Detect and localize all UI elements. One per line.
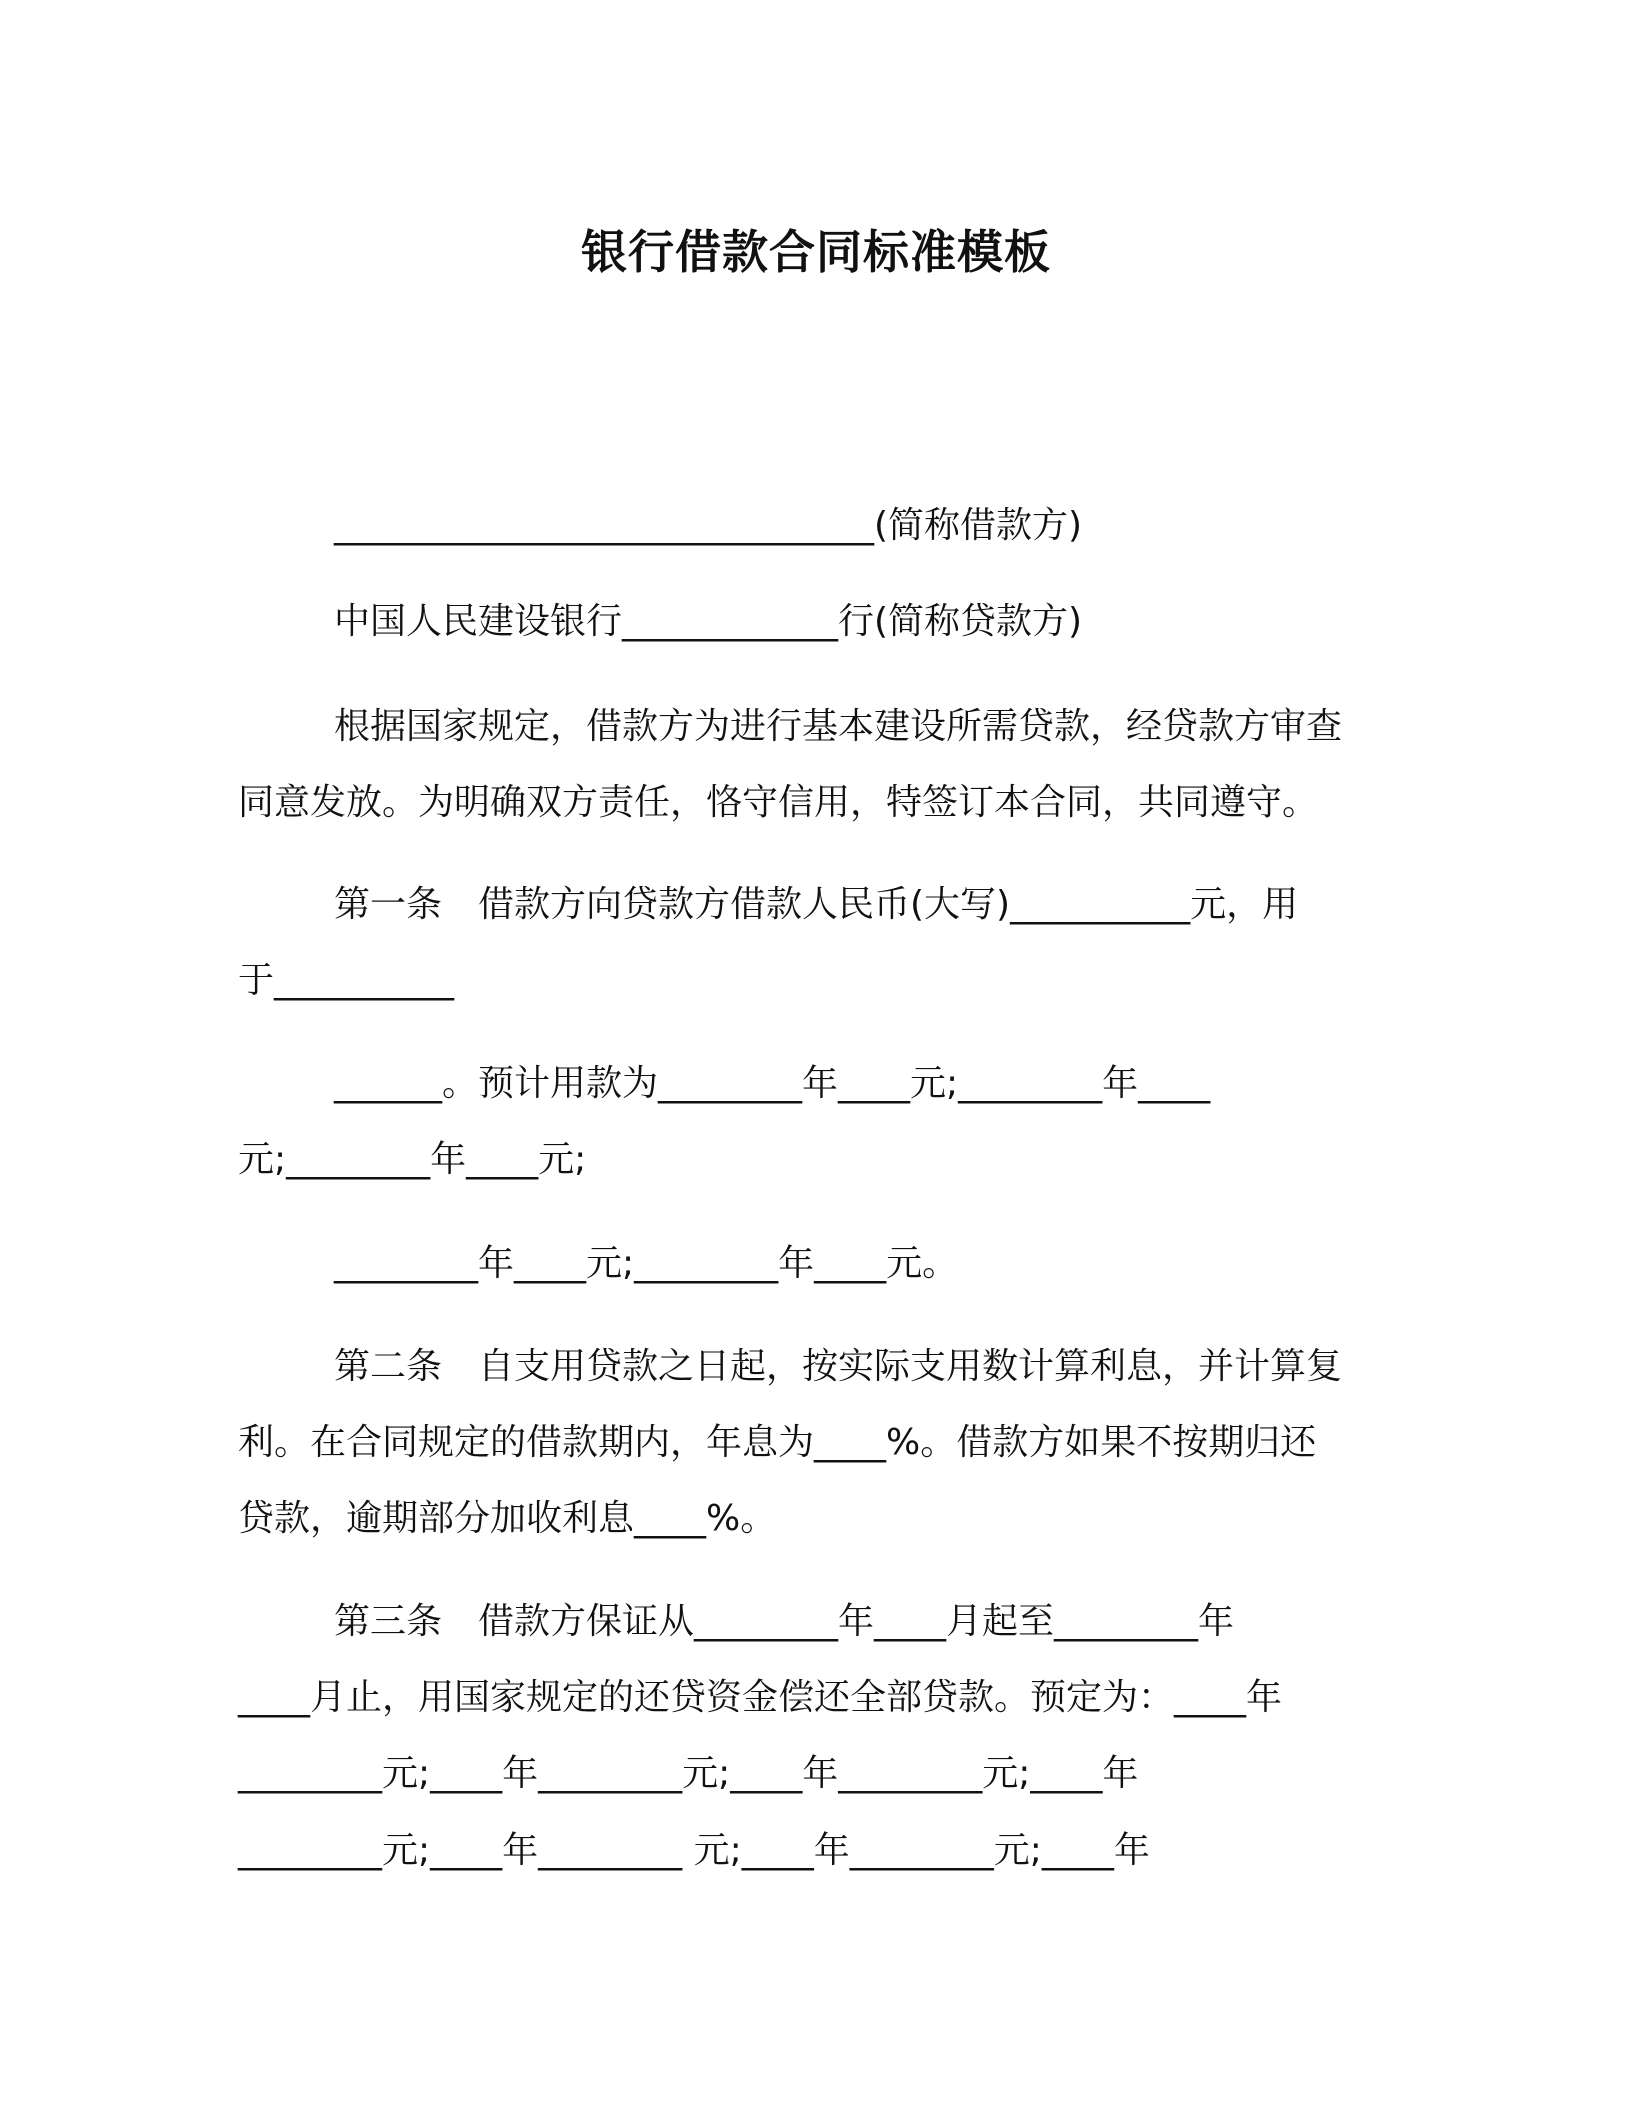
usage-plan-line-3: ________年____元;________年____元。: [334, 1243, 959, 1284]
article-3-line-1: 第三条 借款方保证从________年____月起至________年: [334, 1601, 1235, 1642]
document-title: 银行借款合同标准模板: [581, 225, 1051, 279]
article-1-line-1: 第一条 借款方向贷款方借款人民币(大写)__________元，用: [334, 884, 1299, 925]
usage-plan-line-2: 元;________年____元;: [238, 1139, 587, 1180]
article-3-line-4: ________元;____年________ 元;____年________元;____年: [238, 1830, 1150, 1871]
usage-plan-line-1: ______。预计用款为________年____元;________年____: [334, 1063, 1211, 1104]
article-2-line-2: 利。在合同规定的借款期内，年息为____%。借款方如果不按期归还: [238, 1422, 1317, 1463]
article-3-line-3: ________元;____年________元;____年________元;____年: [238, 1753, 1139, 1794]
article-3-line-2: ____月止，用国家规定的还贷资金偿还全部贷款。预定为：____年: [238, 1677, 1283, 1718]
article-2-line-3: 贷款，逾期部分加收利息____%。: [238, 1498, 777, 1539]
lender-line: 中国人民建设银行____________行(简称贷款方): [334, 601, 1083, 642]
article-2-line-1: 第二条 自支用贷款之日起，按实际支用数计算利息，并计算复: [334, 1346, 1343, 1387]
preamble-line-1: 根据国家规定，借款方为进行基本建设所需贷款，经贷款方审查: [334, 706, 1343, 747]
borrower-line: ______________________________(简称借款方): [334, 505, 1083, 546]
article-1-line-2: 于__________: [238, 960, 455, 1001]
preamble-line-2: 同意发放。为明确双方责任，恪守信用，特签订本合同，共同遵守。: [238, 782, 1319, 823]
